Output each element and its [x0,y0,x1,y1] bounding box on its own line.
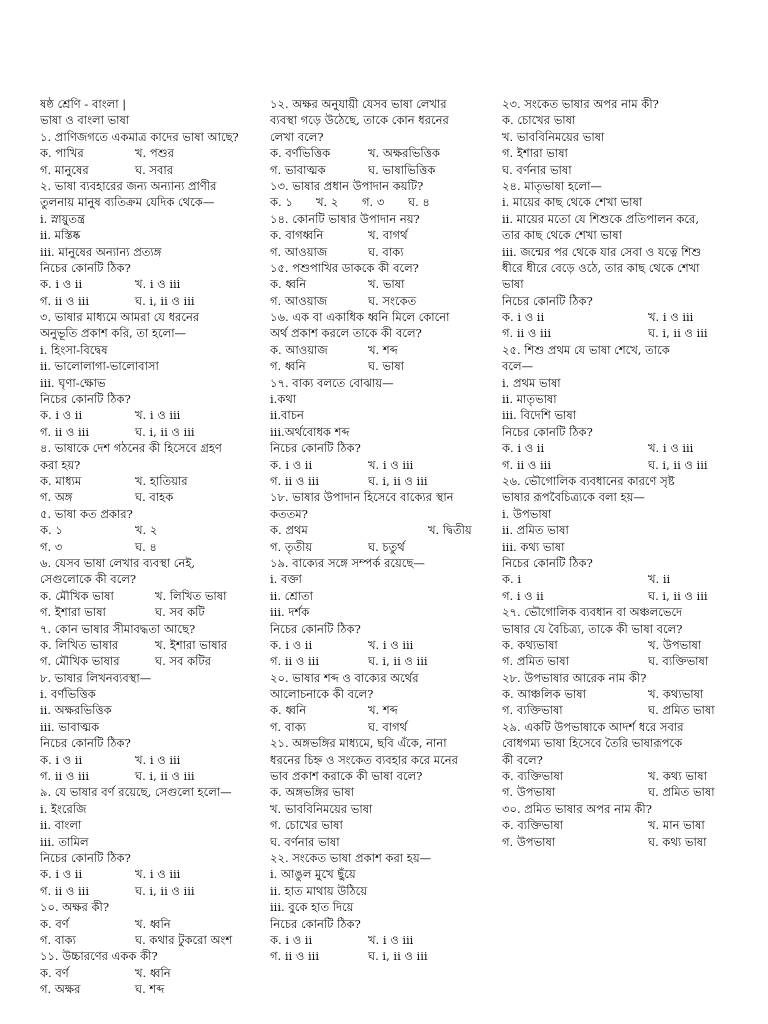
text-line: কী বলে? [502,752,543,767]
option-b: খ. কথ্যভাষা [648,687,704,702]
option-a: ক. আঞ্চলিক ভাষা [502,687,586,702]
option-a: ক. i [502,572,522,587]
option-a: গ. বাক্য [270,719,306,734]
option-b: ঘ. i, ii ও iii [135,769,195,784]
option-a: গ. আওয়াজ [270,244,328,259]
option-row [40,539,268,555]
text-line: iii. বিদেশি ভাষা [502,408,577,423]
text-line: নিচের কোনটি ঠিক? [40,260,131,275]
text-line: ১৮. ভাষার উপাদান হিসেবে বাক্যের স্থান [270,490,454,505]
text-line: খ. ভাববিনিময়ের ভাষা [502,129,605,144]
text-line: ১৩. ভাষার প্রধান উপাদান কয়টি? [270,178,424,193]
option-b: ঘ. i, ii ও iii [368,654,428,669]
text-line: ৫. ভাষা কত প্রকার? [40,506,133,521]
option-b: খ. ii [648,572,671,587]
option-row [40,276,268,292]
text-line: ৯. যে ভাষার বর্ণ রয়েছে, সেগুলো হলো— [40,785,232,800]
option-row [502,702,730,718]
option-a: ক. কথ্যভাষা [502,637,558,652]
option-row [270,244,502,260]
text-line: ১৯. বাক্যের সঙ্গে সম্পর্ক রয়েছে— [270,555,425,570]
option-b: খ. i ও iii [135,752,181,767]
option-row [40,965,268,981]
option-a: ক. i ও ii [502,441,545,456]
text-line: নিচের কোনটি ঠিক? [270,916,361,931]
option-row [270,342,502,358]
text-line: সেগুলোকে কী বলে? [40,572,137,587]
option-a: গ. ii ও iii [40,424,90,439]
option-row [502,309,730,325]
option-a: গ. ইশারা ভাষা [40,605,106,620]
option-row [270,719,502,735]
text-line: বোধগম্য ভাষা হিসেবে তৈরি ভাষারূপকে [502,736,683,751]
option-a: গ. বাক্য [40,932,76,947]
text-line: ii.বাচন [270,408,304,423]
text-line: ii. বাংলা [40,818,82,833]
text-line: i. মায়ের কাছ থেকে শেখা ভাষা [502,195,643,210]
option-a: ক. i ও ii [40,277,83,292]
option-b: ঘ. বাহক [135,490,174,505]
option-row [270,162,502,178]
text-line: ভাব প্রকাশ করাকে কী ভাষা বলে? [270,769,423,784]
option-a: ক. ১ [40,523,63,538]
option-a: ক. লিখিত ভাষার [40,637,119,652]
text-line: অনুভূতি প্রকাশ করি, তা হলো— [40,326,187,341]
text-line: তুলনায় মানুষ ব্যতিক্রম যেদিক থেকে— [40,195,215,210]
text-line: ৩. ভাষার মাধ্যমে আমরা যে ধরনের [40,310,200,325]
option-row [40,162,268,178]
column-1 [40,96,268,997]
option-a: গ. আওয়াজ [270,293,328,308]
option-row [270,539,502,555]
text-line: ২. ভাষা ব্যবহারের জন্য অন্যান্য প্রাণীর [40,178,217,193]
option-b: খ. শব্দ [368,342,398,357]
text-line: ৩০. প্রমিত ভাষার অপর নাম কী? [502,801,652,816]
option-a: ক. বর্ণ [40,965,69,980]
option-a: গ. ii ও iii [40,293,90,308]
text-line: বলে— [502,359,534,374]
option-row [40,424,268,440]
text-line: নিচের কোনটি ঠিক? [502,424,593,439]
option-row [270,932,502,948]
option-row [40,752,268,768]
option-b: ঘ. i, ii ও iii [135,883,195,898]
option-row [40,293,268,309]
text-line: নিচের কোনটি ঠিক? [270,621,361,636]
option-row [270,276,502,292]
text-line: ২৩. সংকেত ভাষার অপর নাম কী? [502,97,659,111]
option-a: গ. তৃতীয় [270,539,313,554]
option-row [502,653,730,669]
option-b: খ. উপভাষা [648,637,702,652]
option-b: ঘ. সব কটি [155,605,205,620]
text-line: ১২. অক্ষর অনুযায়ী যেসব ভাষা লেখার [270,97,447,111]
option-a: গ. প্রমিত ভাষা [502,654,569,669]
text-line: ঘ. বর্ণনার ভাষা [270,834,340,849]
text-line: নিচের কোনটি ঠিক? [270,441,361,456]
option-a: ক. i ও ii [502,310,545,325]
option-b: খ. ২ [316,195,339,210]
option-b: ঘ. ভাষাভিত্তিক [368,162,436,177]
option-b: খ. i ও iii [135,867,181,882]
text-line: ১. প্রাণিজগতে একমাত্র কাদের ভাষা আছে? [40,129,239,144]
option-b: খ. i ও iii [135,277,181,292]
option-row [270,227,502,243]
text-line: iii. তামিল [40,834,89,849]
option-row [270,473,502,489]
text-line: iii. জন্মের পর থেকে যার সেবা ও যত্নে শিশু [502,244,702,259]
option-b: খ. i ও iii [648,310,694,325]
option-row [40,653,268,669]
option-b: ঘ. i, ii ও iii [135,424,195,439]
text-line: ৮. ভাষার লিখনব্যবস্থা— [40,670,152,685]
option-b: খ. i ও iii [368,932,414,947]
text-line: ২২. সংকেত ভাষা প্রকাশ করা হয়— [270,850,432,865]
text-line: গ. ইশারা ভাষা [502,146,568,161]
option-row [40,916,268,932]
option-row [40,522,268,538]
text-line: i. ইংরেজি [40,801,87,816]
text-line: ২৮. উপভাষার আরেক নাম কী? [502,670,647,685]
option-a: ক. বাগধ্বনি [270,228,324,243]
option-a: গ. উপভাষা [502,785,556,800]
text-line: ২৫. শিশু প্রথম যে ভাষা শেখে, তাকে [502,342,670,357]
text-line: ১৭. বাক্য বলতে বোঝায়— [270,375,394,390]
option-a: ক. মৌখিক ভাষা [40,588,114,603]
option-b: ঘ. কথার টুকরো অংশ [135,932,233,947]
option-b: ঘ. বাক্য [368,244,404,259]
option-a: ক. ধ্বনি [270,277,307,292]
option-b: ঘ. শব্দ [135,982,165,997]
text-line: লেখা বলে? [270,129,324,144]
text-line: ১৫. পশুপাখির ডাককে কী বলে? [270,260,419,275]
text-line: i. হিংসা-বিদ্বেষ [40,342,108,357]
option-b: খ. ধ্বনি [135,916,171,931]
option-a: গ. ii ও iii [502,326,552,341]
text-line: i.কথা [270,392,297,407]
option-b: খ. ভাষা [368,277,405,292]
option-row [40,768,268,784]
text-line: ২৪. মাতৃভাষা হলো— [502,178,602,193]
option-row [270,637,502,653]
option-a: ক. বর্ণভিত্তিক [270,146,331,161]
option-b: ঘ. i, ii ও iii [135,293,195,308]
option-b: ঘ. ব্যক্তিভাষা [648,654,709,669]
text-line: ২১. অঙ্গভঙ্গির মাধ্যমে, ছবি এঁকে, নানা [270,736,447,751]
option-row [40,637,268,653]
option-a: গ. মৌখিক ভাষার [40,654,120,669]
text-line: iii.অর্থবোধক শব্দ [270,424,350,439]
text-line: ii. মায়ের মতো যে শিশুকে প্রতিপালন করে, [502,211,700,226]
text-line: ক. অঙ্গভঙ্গির ভাষা [270,785,354,800]
text-line: ধরনের চিহ্ন ও সংকেত ব্যবহার করে মনের [270,752,458,767]
text-line: ii. প্রমিত ভাষা [502,523,569,538]
option-row [270,194,502,210]
option-b: খ. ধ্বনি [135,965,171,980]
option-a: গ. i ও ii [502,588,544,603]
text-line: i. আঙুল মুখে ছুঁয়ে [270,867,356,882]
option-b: ঘ. i, ii ও iii [648,326,708,341]
text-line: ভাষা ও বাংলা ভাষা [40,113,130,128]
text-line: ১১. উচ্চারণের একক কী? [40,949,158,964]
text-line: ii. ভালোলাগা-ভালোবাসা [40,359,159,374]
option-a: ক. i ও ii [40,752,83,767]
option-a: গ. ii ও iii [40,769,90,784]
option-row [40,407,268,423]
option-b: ঘ. i, ii ও iii [368,473,428,488]
option-row [502,440,730,456]
option-a: ক. মাধ্যম [40,473,82,488]
text-line: ২৯. একটি উপভাষাকে আদর্শ ধরে সবার [502,719,684,734]
option-row [40,588,268,604]
option-a: গ. ii ও iii [40,883,90,898]
text-line: ৪. ভাষাকে দেশ গঠনের কী হিসেবে গ্রহণ [40,441,222,456]
option-row [502,637,730,653]
option-b: খ. ২ [135,523,158,538]
text-line: iii. বুকে হাত দিয়ে [270,900,354,915]
option-a: ক. i ও ii [270,457,313,472]
text-line: আলোচনাকে কী বলে? [270,687,374,702]
option-row [270,145,502,161]
text-line: ভাষার রূপবৈচিত্র্যকে বলা হয়— [502,490,645,505]
option-row [270,522,502,538]
option-row [40,604,268,620]
text-line: কততম? [270,506,308,521]
text-line: ক. চোখের ভাষা [502,113,576,128]
option-b: খ. i ও iii [135,408,181,423]
option-b: ঘ. i, ii ও iii [648,588,708,603]
text-line: ii. মস্তিষ্ক [40,228,81,243]
option-a: গ. অঙ্গ [40,490,73,505]
text-line: ১০. অক্ষর কী? [40,900,110,915]
option-b: ঘ. i, ii ও iii [368,949,428,964]
option-row [502,571,730,587]
option-a: গ. ভাবাত্মক [270,162,326,177]
option-row [502,686,730,702]
option-b: খ. মান ভাষা [648,818,705,833]
option-a: ক. i ও ii [40,408,83,423]
option-row [502,784,730,800]
option-b: খ. i ও iii [368,637,414,652]
text-line: গ. চোখের ভাষা [270,818,343,833]
option-b: খ. শব্দ [368,703,398,718]
text-line: i. বর্ণভিত্তিক [40,687,96,702]
option-a: গ. মানুষের [40,162,89,177]
text-line: i. স্নায়ুতন্ত্র [40,211,85,226]
option-b: ঘ. কথ্য ভাষা [648,834,707,849]
option-a: গ. ব্যক্তিভাষা [502,703,563,718]
text-line: অর্থ প্রকাশ করলে তাকে কী বলে? [270,326,422,341]
option-b: ঘ. প্রমিত ভাষা [648,703,715,718]
text-line: iii. কথ্য ভাষা [502,539,565,554]
text-line: ২৭. ভৌগোলিক ব্যবধান বা অঞ্চলভেদে [502,605,683,620]
option-b: খ. বাগর্থ [368,228,408,243]
option-a: ক. পাখির [40,146,84,161]
text-line: খ. ভাববিনিময়ের ভাষা [270,801,373,816]
option-a: ক. আওয়াজ [270,342,328,357]
option-a: ক. ধ্বনি [270,703,307,718]
text-line: ধীরে ধীরে বেড়ে ওঠে, তার কাছ থেকে শেখা [502,260,700,275]
option-b: খ. অক্ষরভিত্তিক [368,146,440,161]
text-line: ব্যবস্থা গড়ে উঠেছে, তাকে কোন ধরনের [270,113,449,128]
option-row [40,883,268,899]
text-line: iii. মানুষের অন্যান্য প্রত্যঙ্গ [40,244,162,259]
option-a: গ. ৩ [40,539,63,554]
option-b: খ. i ও iii [368,457,414,472]
option-row [502,325,730,341]
option-row [502,588,730,604]
option-a: ক. i ও ii [40,867,83,882]
text-line: নিচের কোনটি ঠিক? [40,736,131,751]
option-a: গ. অক্ষর [40,982,81,997]
option-b: খ. i ও iii [648,441,694,456]
option-row [270,457,502,473]
option-a: গ. উপভাষা [502,834,556,849]
text-line: ii. শ্রোতা [270,588,313,603]
option-a: গ. ii ও iii [270,654,320,669]
option-a: গ. ii ও iii [270,473,320,488]
text-line: নিচের কোনটি ঠিক? [502,555,593,570]
text-line: i. প্রথম ভাষা [502,375,561,390]
text-line: iii. দর্শক [270,605,310,620]
column-3 [502,96,730,850]
text-line: ii. অক্ষরভিত্তিক [40,703,112,718]
option-a: গ. ii ও iii [270,949,320,964]
option-row [502,457,730,473]
option-b: খ. হাতিয়ার [135,473,188,488]
option-row [40,866,268,882]
option-b: ঘ. সব কটির [155,654,211,669]
option-b: খ. ইশারা ভাষার [155,637,228,652]
option-row [502,768,730,784]
option-row [40,473,268,489]
option-b: ঘ. সবার [135,162,174,177]
option-b: ঘ. ৪ [135,539,157,554]
text-line: ভাষা [502,277,524,292]
text-line: ii. হাত মাথায় উঠিয়ে [270,883,368,898]
option-a: গ. ii ও iii [502,457,552,472]
option-c: গ. ৩ [362,195,385,210]
text-line: ভাষার যে বৈচিত্র্য, তাকে কী ভাষা বলে? [502,621,683,636]
option-a: ক. প্রথম [270,523,308,538]
text-line: করা হয়? [40,457,81,472]
column-2 [270,96,502,965]
option-a: ক. ব্যক্তিভাষা [502,818,564,833]
option-b: ঘ. ভাষা [368,359,404,374]
option-b: খ. পশুর [135,146,174,161]
option-b: ঘ. i, ii ও iii [648,457,708,472]
text-line: ২৬. ভৌগোলিক ব্যবধানের কারণে সৃষ্ট [502,473,675,488]
text-line: ষষ্ঠ শ্রেণি - বাংলা | [40,97,127,111]
option-a: গ. ধ্বনি [270,359,306,374]
option-b: খ. লিখিত ভাষা [155,588,227,603]
option-row [40,489,268,505]
text-line: নিচের কোনটি ঠিক? [40,850,131,865]
option-row [270,702,502,718]
text-line: তার কাছ থেকে শেখা ভাষা [502,228,622,243]
text-line: iii. ঘৃণা-ক্ষোভ [40,375,106,390]
text-line: নিচের কোনটি ঠিক? [502,293,593,308]
option-a: ক. বর্ণ [40,916,69,931]
option-a: ক. i ও ii [270,932,313,947]
option-row [270,358,502,374]
option-row [270,653,502,669]
text-line: ৭. কোন ভাষার সীমাবদ্ধতা আছে? [40,621,196,636]
option-row [40,932,268,948]
text-line: ঘ. বর্ণনার ভাষা [502,162,572,177]
option-b: খ. কথ্য ভাষা [648,769,707,784]
option-a: ক. ১ [270,195,293,210]
text-line: i. বক্তা [270,572,302,587]
text-line: ২০. ভাষার শব্দ ও বাক্যের অর্থের [270,670,419,685]
option-a: ক. ব্যক্তিভাষা [502,769,564,784]
option-row [502,817,730,833]
option-row [502,834,730,850]
option-row [270,293,502,309]
text-line: i. উপভাষা [502,506,552,521]
text-line: ৬. যেসব ভাষা লেখার ব্যবস্থা নেই, [40,555,195,570]
option-b: ঘ. প্রমিত ভাষা [648,785,715,800]
option-b: ঘ. সংকেত [368,293,417,308]
text-line: iii. ভাবাত্মক [40,719,100,734]
option-row [40,145,268,161]
option-row [40,981,268,997]
text-line: নিচের কোনটি ঠিক? [40,392,131,407]
option-a: ক. i ও ii [270,637,313,652]
option-b: ঘ. বাগর্থ [368,719,408,734]
text-line: ১৬. এক বা একাধিক ধ্বনি মিলে কোনো [270,310,450,325]
text-line: ii. মাতৃভাষা [502,392,557,407]
option-d: ঘ. ৪ [408,195,430,210]
text-line: ১৪. কোনটি ভাষার উপাদান নয়? [270,211,420,226]
option-b: খ. দ্বিতীয় [428,523,472,538]
option-b: ঘ. চতুর্থ [368,539,405,554]
option-row [270,948,502,964]
